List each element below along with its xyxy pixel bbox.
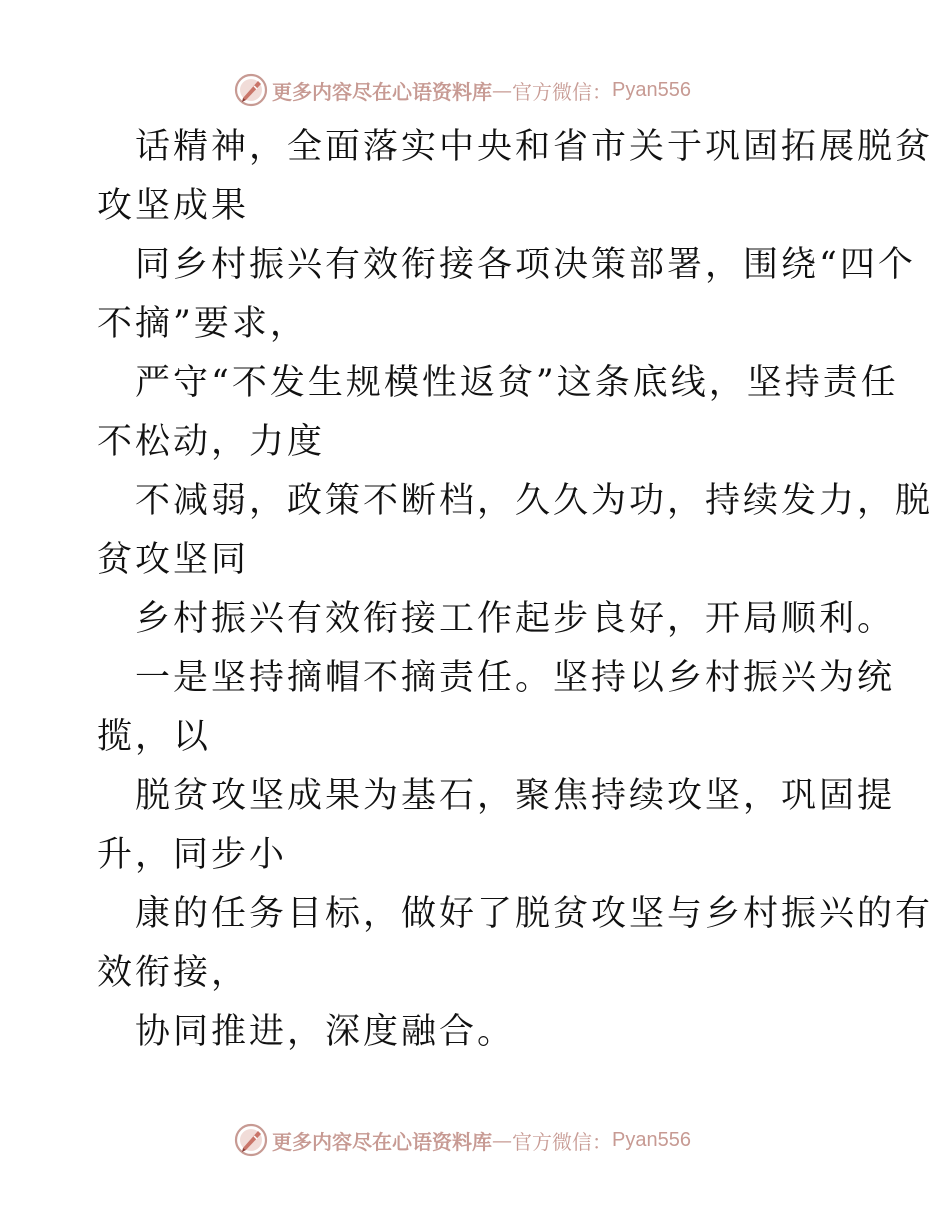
text-line: 一是坚持摘帽不摘责任。坚持以乡村振兴为统 bbox=[135, 658, 896, 698]
text-line: 话精神，全面落实中央和省市关于巩固拓展脱贫 bbox=[135, 127, 934, 167]
body-text bbox=[97, 118, 934, 1062]
text-line: 乡村振兴有效衔接工作起步良好，开局顺利。 bbox=[135, 599, 896, 639]
watermark-id: Pyan556 bbox=[612, 78, 691, 101]
watermark-brand: 更多内容尽在心语资料库 bbox=[272, 1129, 492, 1154]
quill-pen-logo-icon bbox=[234, 73, 268, 107]
text-line: 康的任务目标，做好了脱贫攻坚与乡村振兴的有 bbox=[135, 894, 934, 934]
text-line: 不松动，力度 bbox=[97, 422, 326, 462]
footer-watermark bbox=[234, 1122, 691, 1158]
watermark-id: Pyan556 bbox=[612, 1128, 691, 1151]
watermark-label: 官方微信： bbox=[512, 1129, 612, 1154]
header-watermark bbox=[234, 72, 691, 108]
text-line: 严守“不发生规模性返贫”这条底线，坚持责任 bbox=[135, 363, 899, 403]
text-line: 效衔接， bbox=[97, 953, 250, 993]
text-line: 不摘”要求， bbox=[97, 304, 308, 344]
quill-pen-logo-icon bbox=[234, 1123, 268, 1157]
text-line: 协同推进，深度融合。 bbox=[135, 1012, 516, 1052]
text-line: 贫攻坚同 bbox=[97, 540, 250, 580]
text-line: 脱贫攻坚成果为基石，聚焦持续攻坚，巩固提 bbox=[135, 776, 896, 816]
text-line: 不减弱，政策不断档，久久为功，持续发力，脱 bbox=[135, 481, 934, 521]
text-line: 揽，以 bbox=[97, 717, 212, 757]
watermark-separator: — bbox=[492, 1128, 512, 1152]
text-line: 同乡村振兴有效衔接各项决策部署，围绕“四个 bbox=[135, 245, 916, 285]
text-line: 攻坚成果 bbox=[97, 186, 250, 226]
watermark-separator: — bbox=[492, 78, 512, 102]
text-line: 升，同步小 bbox=[97, 835, 288, 875]
watermark-brand: 更多内容尽在心语资料库 bbox=[272, 79, 492, 104]
watermark-label: 官方微信： bbox=[512, 79, 612, 104]
